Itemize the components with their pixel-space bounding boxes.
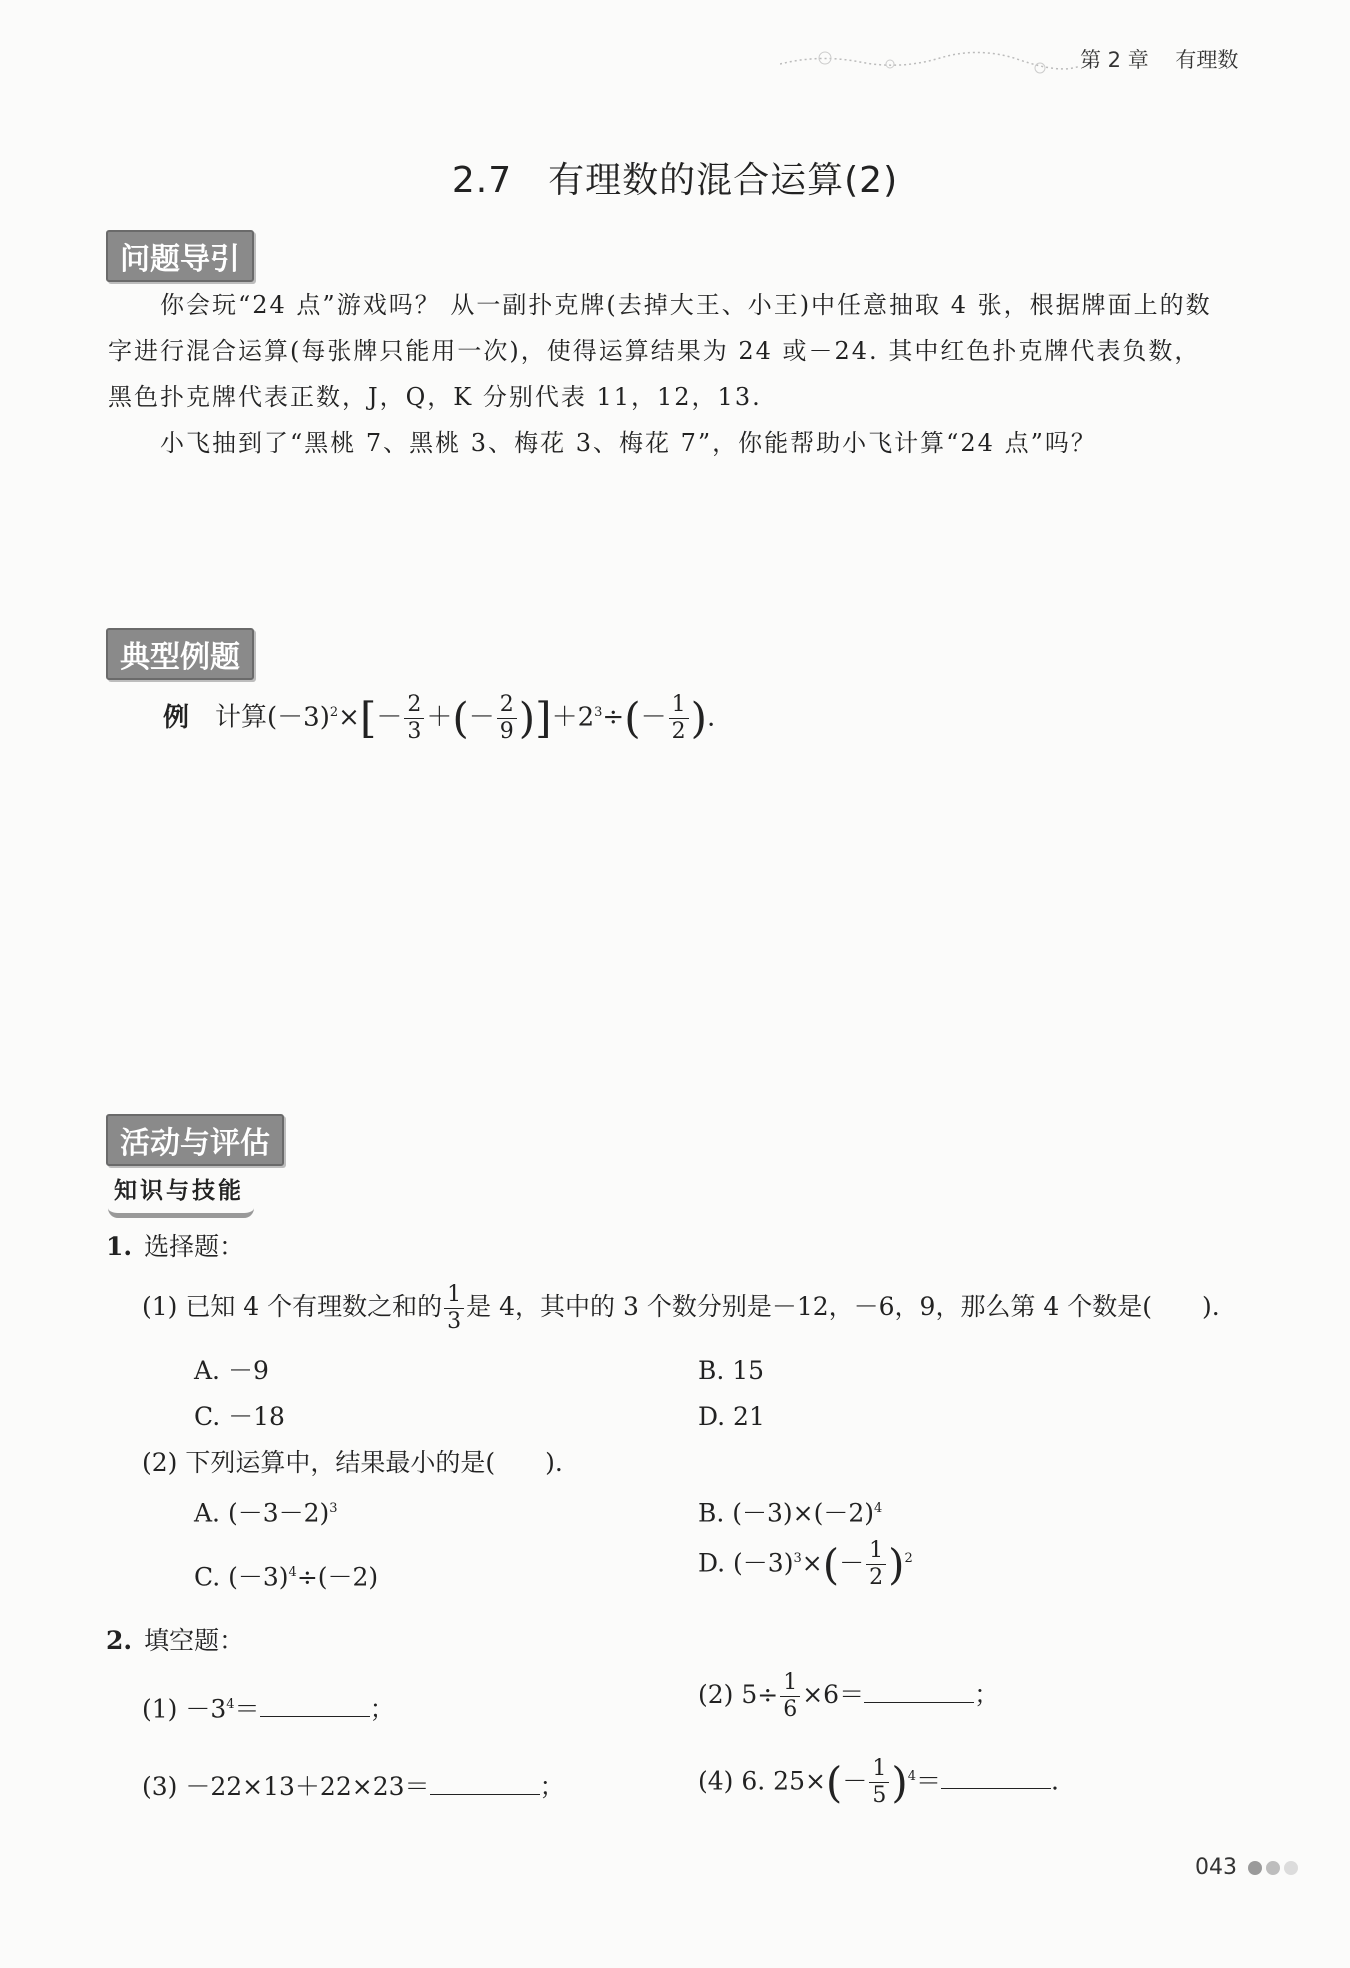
q1-part1-stem [142, 1284, 1220, 1333]
running-header [1080, 44, 1258, 74]
title-number: 2.7 [451, 160, 513, 201]
q2d-pre: (4) 6. 25× [698, 1766, 826, 1796]
frac-numerator: 2 [497, 694, 517, 719]
question-1-heading [106, 1224, 244, 1270]
frac-denominator: 3 [407, 719, 422, 745]
frac-denominator: 9 [499, 719, 514, 745]
subject-label: 有理数 [1175, 48, 1239, 72]
question-title: 选择题： [144, 1232, 245, 1261]
q2c-text: (3) －22×13＋22×23＝ [142, 1772, 430, 1801]
section-activity-badge: 活动与评估 [106, 1114, 284, 1166]
option-text: C. (－3) [194, 1562, 289, 1592]
page-dot-icon [1248, 1861, 1262, 1875]
q1p1-option-b: B. 15 [698, 1356, 765, 1385]
q1-part2-stem: (2) 下列运算中，结果最小的是( ). [142, 1448, 563, 1477]
q1p1-post: 是 4，其中的 3 个数分别是－12，－6，9，那么第 4 个数是( ). [466, 1292, 1220, 1321]
section-intro-badge: 问题导引 [106, 230, 254, 282]
example-rparen2: ) [690, 693, 707, 743]
example-frac2 [497, 694, 517, 743]
intro-line: 小飞抽到了“黑桃 7、黑桃 3、梅花 3、梅花 7”，你能帮助小飞计算“24 点”吗？ [160, 429, 1097, 457]
frac-numerator: 1 [869, 1758, 889, 1783]
section-example-badge: 典型例题 [106, 628, 254, 680]
example-prefix: 计算 [215, 702, 268, 733]
q1p2-option-d [698, 1536, 913, 1589]
page-dot-icon [1284, 1861, 1298, 1875]
example-end: . [706, 702, 716, 733]
q2a-end: ； [369, 1694, 395, 1724]
example-frac1 [404, 694, 424, 743]
q1p1-pre: (1) 已知 4 个有理数之和的 [142, 1292, 443, 1321]
example-rbracket: ] [535, 693, 552, 743]
q2b-end: ； [974, 1680, 1000, 1709]
example-minus3: － [640, 702, 667, 733]
example-exp1: 2 [329, 705, 339, 720]
frac-numerator: 1 [866, 1540, 886, 1565]
example-lparen: ( [452, 693, 469, 743]
example-plus2: ＋2 [551, 702, 595, 733]
q1p2-option-b [698, 1486, 882, 1536]
example-lbracket: [ [359, 693, 377, 743]
q1p2-option-a [194, 1486, 338, 1536]
q2b-pre: (2) 5÷ [698, 1680, 779, 1709]
option-lparen: ( [822, 1539, 840, 1589]
frac-denominator: 2 [671, 719, 686, 745]
q2d-exp: 4 [907, 1769, 916, 1784]
chapter-label: 第 2 章 [1080, 48, 1149, 72]
example-base1: (－3) [267, 702, 330, 733]
option-exp: 3 [793, 1551, 802, 1566]
q1p1-option-c: C. －18 [194, 1402, 285, 1431]
example-rparen: ) [518, 693, 536, 743]
question-number: 1. [106, 1232, 133, 1261]
answer-blank[interactable] [864, 1678, 974, 1703]
option-frac [866, 1540, 886, 1589]
frac-denominator: 6 [783, 1697, 798, 1722]
option-text: A. (－3－2) [194, 1498, 330, 1528]
option-minus: － [839, 1548, 865, 1578]
q1p1-option-a: A. －9 [194, 1356, 269, 1385]
frac-numerator: 1 [669, 694, 689, 719]
option-text: D. (－3) [698, 1548, 794, 1578]
example-label: 例 [163, 702, 190, 733]
option-exp: 3 [329, 1501, 338, 1516]
q2d-minus: － [842, 1766, 868, 1796]
answer-blank[interactable] [941, 1764, 1051, 1789]
example-times: × [338, 702, 360, 733]
q2-part2 [698, 1672, 999, 1721]
option-text-post: ÷(－2) [296, 1562, 379, 1592]
q2a-exp: 4 [226, 1697, 235, 1712]
q2d-rparen: ) [891, 1757, 908, 1807]
q2-part4 [698, 1754, 1059, 1807]
example-minus: － [376, 702, 403, 733]
frac-denominator: 5 [872, 1783, 887, 1809]
header-decoration [780, 44, 1080, 74]
example-div: ÷ [602, 702, 625, 733]
page-dot-icon [1266, 1861, 1280, 1875]
example-lparen2: ( [624, 693, 641, 743]
q2d-frac [869, 1758, 889, 1807]
page-number-text: 043 [1195, 1855, 1237, 1880]
example-frac3 [669, 694, 689, 743]
option-rparen: ) [888, 1539, 905, 1589]
option-times: × [801, 1548, 823, 1578]
question-number: 2. [106, 1626, 133, 1655]
frac-numerator: 1 [444, 1284, 464, 1309]
q2a-eq: ＝ [234, 1694, 260, 1724]
page-number [1195, 1855, 1298, 1880]
q1p1-frac [444, 1284, 464, 1333]
q1p1-option-d: D. 21 [698, 1402, 765, 1431]
example-exp2: 3 [594, 705, 603, 720]
title-text: 有理数的混合运算(2) [548, 160, 899, 201]
intro-paragraph [108, 282, 1248, 466]
answer-blank[interactable] [430, 1770, 540, 1795]
example-plus: ＋ [426, 702, 453, 733]
question-title: 填空题： [144, 1626, 245, 1655]
q2d-lparen: ( [825, 1757, 843, 1807]
option-exp: 4 [288, 1565, 297, 1580]
frac-denominator: 3 [447, 1309, 462, 1334]
frac-numerator: 2 [404, 694, 424, 719]
q2a-text: (1) －3 [142, 1694, 227, 1724]
q2d-eq: ＝ [916, 1766, 942, 1796]
q2-part1 [142, 1682, 395, 1732]
q2c-end: ； [539, 1772, 565, 1801]
example-minus2: － [468, 702, 495, 733]
option-exp: 2 [904, 1551, 913, 1566]
intro-line: 字进行混合运算(每张牌只能用一次)，使得运算结果为 24 或－24. 其中红色扑克牌代表负数， [108, 337, 1201, 365]
q2b-frac [780, 1672, 800, 1721]
page-title [0, 152, 1350, 203]
intro-line: 黑色扑克牌代表正数，J，Q，K 分别代表 11，12，13. [108, 383, 762, 411]
option-exp: 4 [874, 1501, 883, 1516]
answer-blank[interactable] [260, 1692, 370, 1717]
q2d-end: . [1051, 1766, 1059, 1796]
example-problem [163, 690, 715, 743]
frac-numerator: 1 [780, 1672, 800, 1697]
q2b-post: ×6＝ [802, 1680, 865, 1709]
intro-line: 你会玩“24 点”游戏吗？ 从一副扑克牌(去掉大王、小王)中任意抽取 4 张，根据牌面上的数 [160, 291, 1212, 319]
question-2-heading [106, 1618, 244, 1664]
q2-part3 [142, 1764, 565, 1810]
frac-denominator: 2 [869, 1565, 884, 1591]
section-skills-badge: 知识与技能 [108, 1168, 254, 1218]
q1p2-option-c [194, 1550, 378, 1600]
option-text: B. (－3)×(－2) [698, 1498, 875, 1528]
